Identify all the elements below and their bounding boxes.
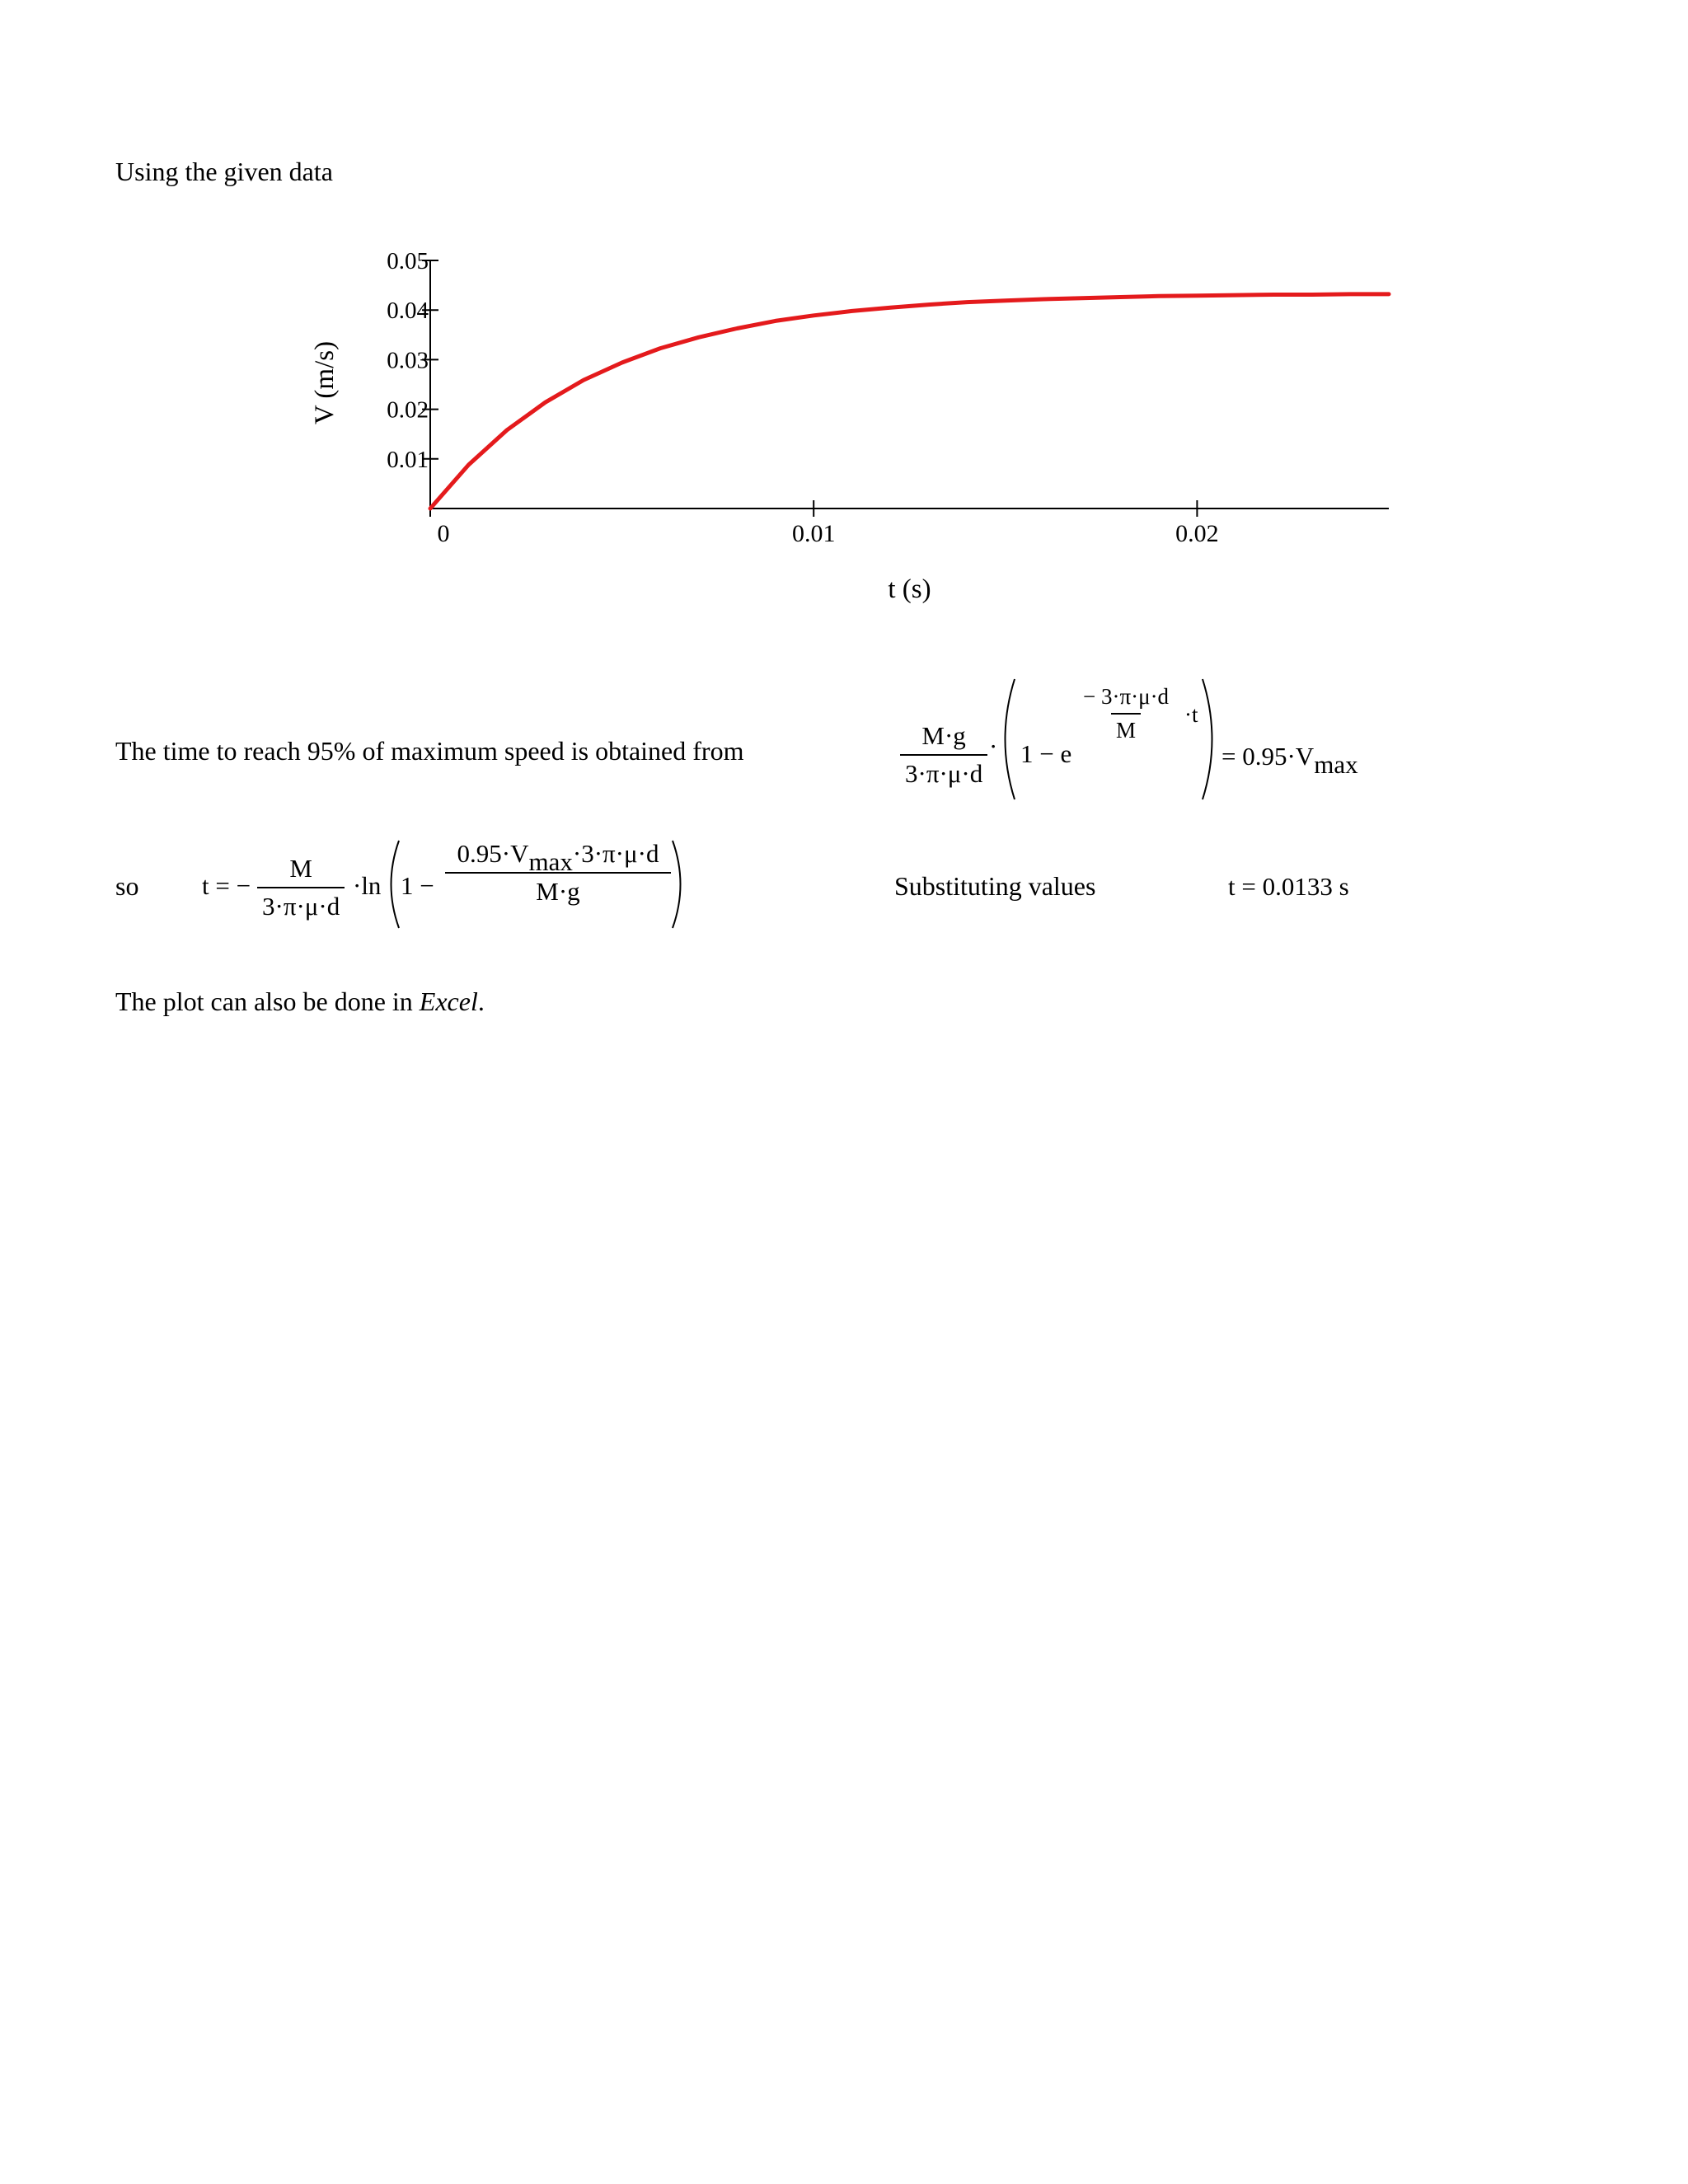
eq2-inner-denominator: M·g [445,872,671,907]
exponent-denominator: M [1111,713,1141,743]
eq2-coefficient [257,854,345,921]
footer-after: . [477,987,485,1016]
eq2-inner-fraction [445,839,671,907]
x-tick-label: 0.02 [1175,520,1219,547]
so-label: so [115,871,139,901]
x-tick-label: 0 [437,520,450,547]
dot-operator: · [989,732,998,761]
eq2-coef-numerator: M [289,854,312,883]
time-statement: The time to reach 95% of maximum speed is obtained from [115,736,744,766]
rhs-subscript: max [1314,750,1358,779]
velocity-time-chart [0,0,1688,626]
right-paren [1199,677,1224,805]
inner-num-sub: max [528,847,573,876]
exponent-numerator: − 3·π·μ·d [1083,684,1170,709]
coef-numerator: M·g [921,721,966,750]
y-tick-label: 0.03 [387,347,429,374]
y-tick-label: 0.01 [387,446,429,473]
x-axis-label: t (s) [888,574,931,604]
eq2-inner-numerator [452,839,664,876]
left-paren [993,677,1018,805]
footer-text [115,987,485,1017]
footer-before: The plot can also be done in [115,987,420,1016]
substituting-values: Substituting values [894,871,1096,901]
x-tick-label: 0.01 [791,520,836,547]
y-axis-label: V (m/s) [310,340,340,425]
eq2-left-paren [381,839,402,934]
y-tick-label: 0.05 [387,248,429,274]
excel-word: Excel [419,987,478,1016]
eq2-right-paren [669,839,691,934]
coef-denominator: 3·π·μ·d [900,754,987,789]
inner-num-a: 0.95·V [457,839,529,868]
series-line [430,294,1389,509]
y-tick-label: 0.04 [387,298,429,325]
rhs-text: = 0.95·V [1221,742,1315,771]
exponent-t: ·t [1184,702,1198,727]
eq2-lhs: t = − [202,871,251,900]
result-value: t = 0.0133 s [1228,872,1349,901]
inner-num-b: ·3·π·μ·d [572,839,659,868]
ln-operator: ·ln [353,871,382,900]
coefficient-fraction [900,721,987,789]
intro-text: Using the given data [115,157,333,186]
rhs-vmax [1221,742,1358,779]
exponent [1078,684,1174,743]
y-tick-label: 0.02 [387,396,429,424]
one-minus-e: 1 − e [1020,739,1072,768]
eq2-one-minus: 1 − [401,871,434,900]
eq2-coef-denominator: 3·π·μ·d [257,887,345,921]
